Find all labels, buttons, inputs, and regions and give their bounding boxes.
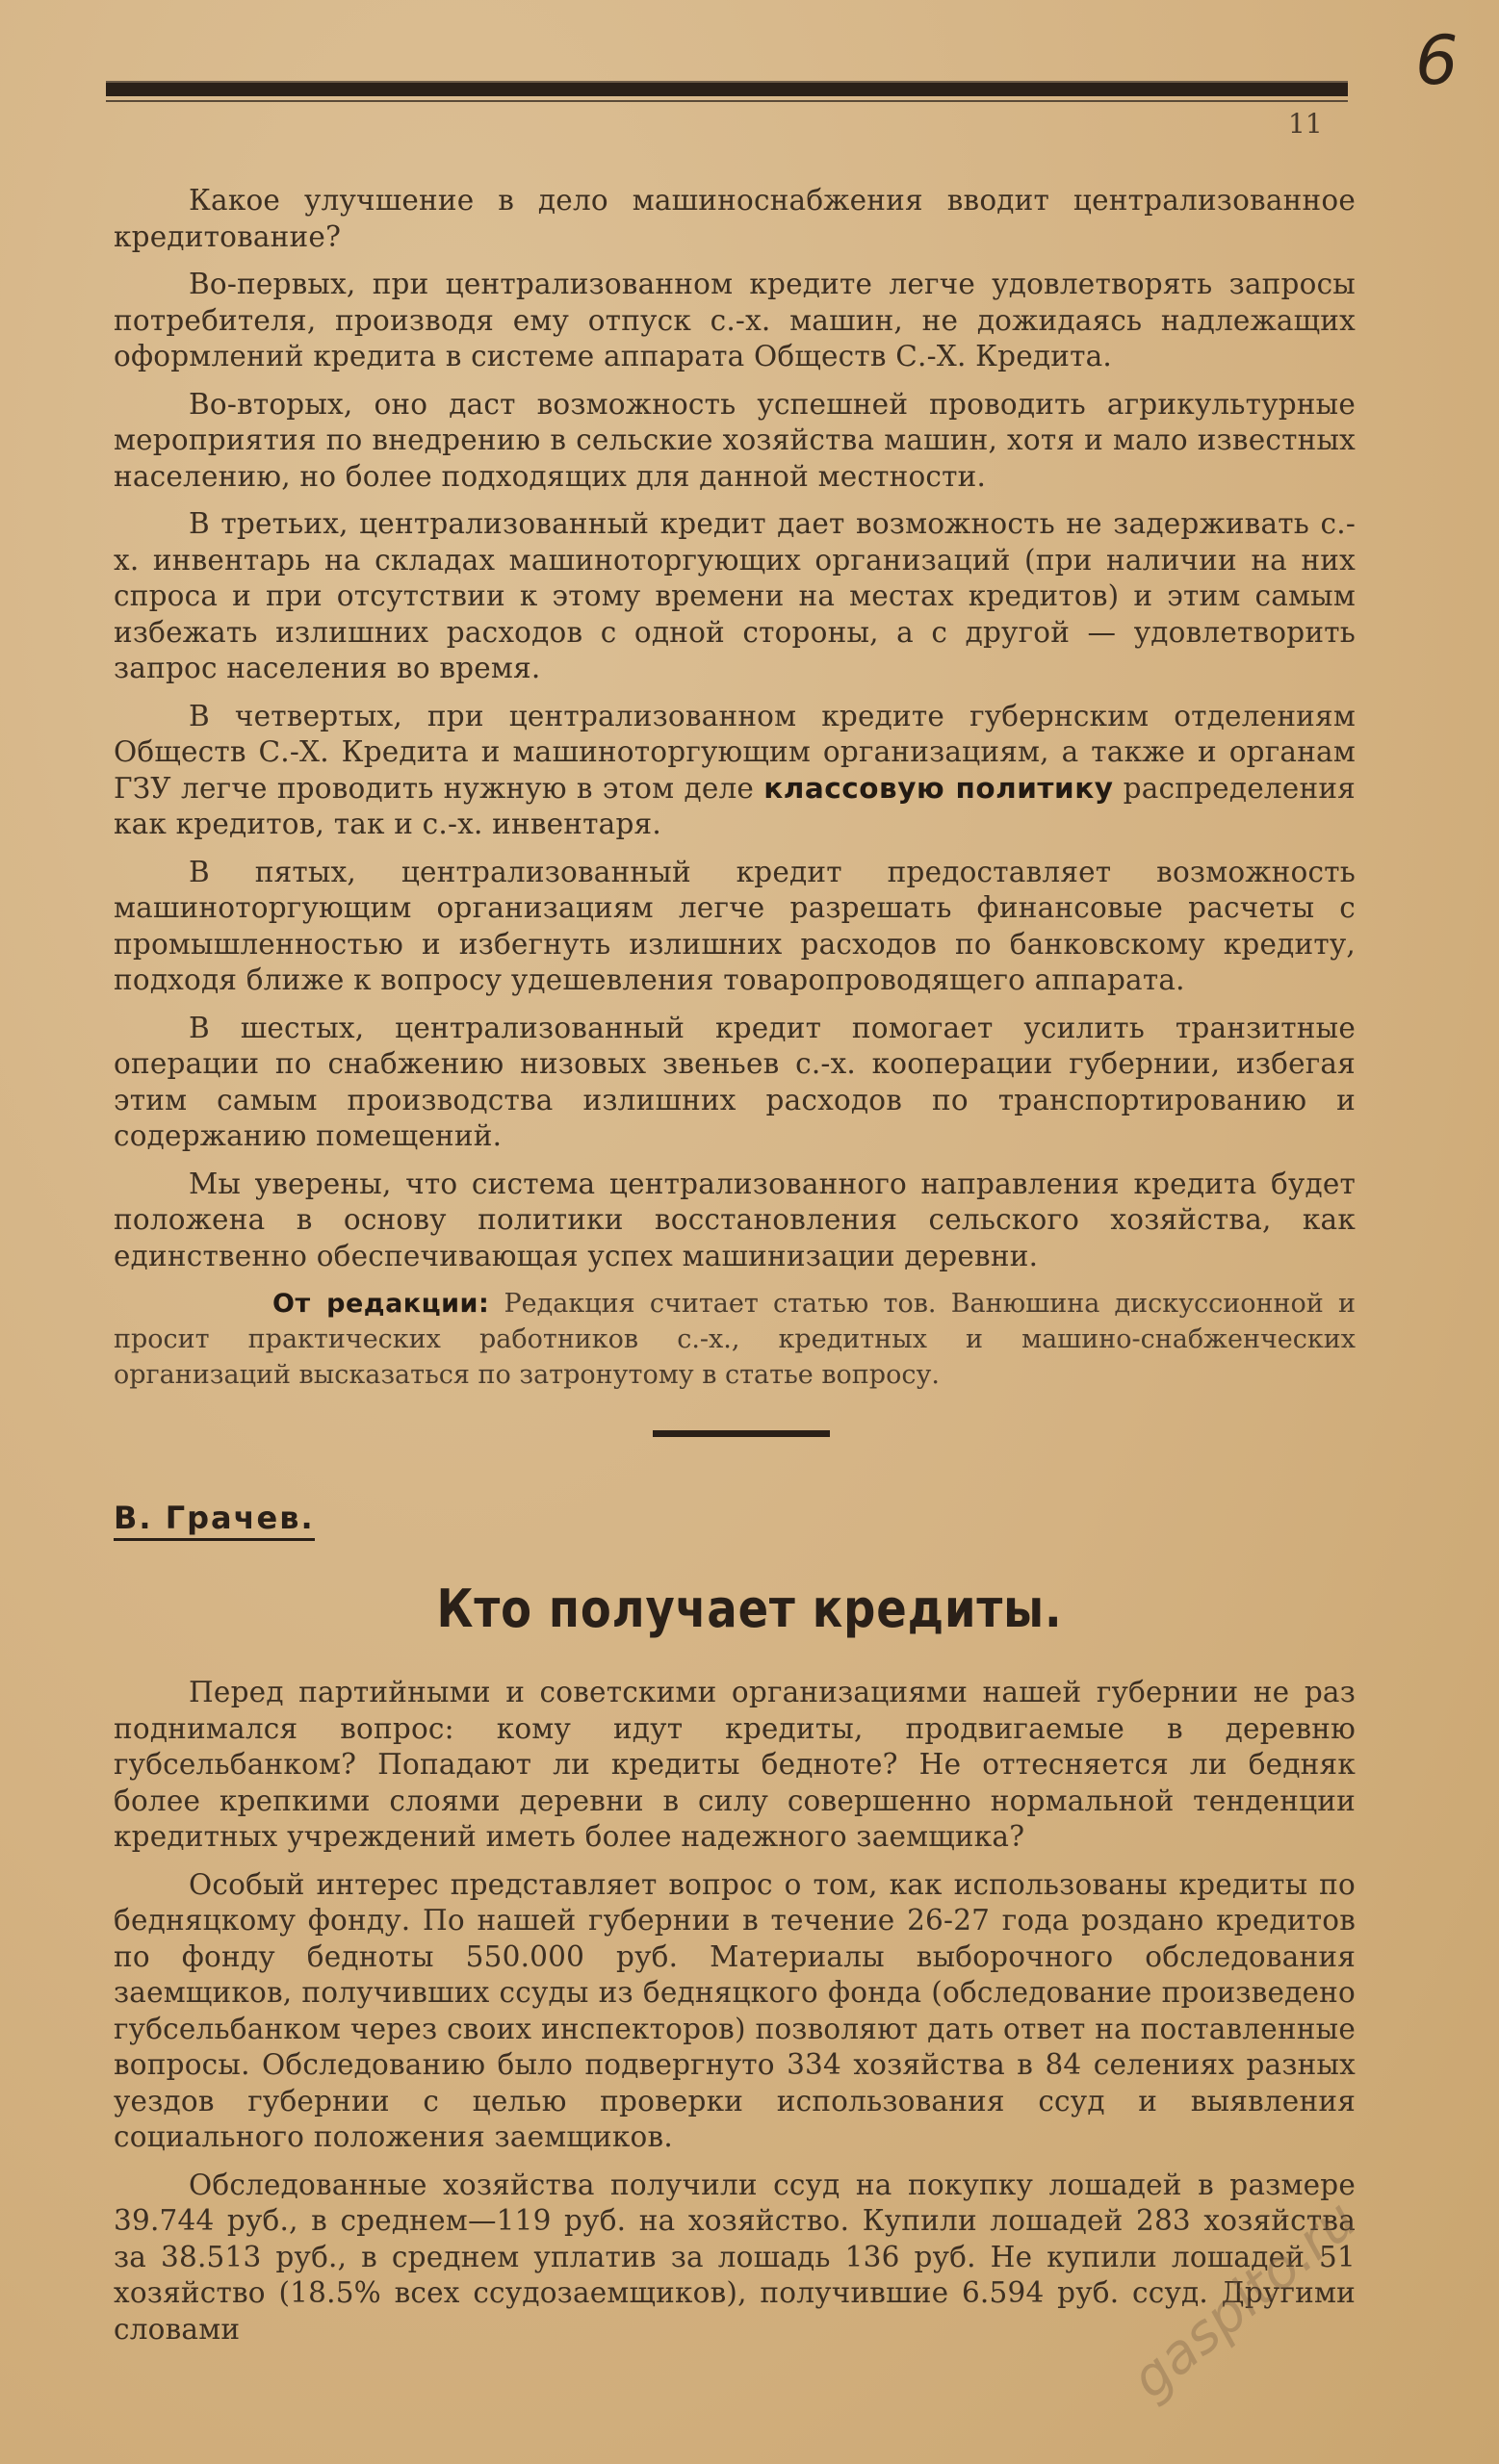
editor-note-text: Редакция считает статью тов. Ванюшина дискуссионной и просит практических работников с.-х., кредитных и машино-снабженческих организаций высказаться по затронутому в статье вопросу.: [114, 1289, 1356, 1390]
article-2-paragraph: Особый интерес представляет вопрос о том, как использованы кредиты по бедняцкому фонду. По нашей губернии в течение 26-27 года роздано кредитов по фонду бедноты 550.000 руб. Материалы выборочного обследования заемщиков, получивших ссуды из бедняцкого фонда (обследование произведено губсельбанком через своих инспекторов) позволяют дать ответ на поставленные вопросы. Обследованию было подвергнуто 334 хозяйства в 84 селениях разных уездов губернии с целью проверки использования ссуд и выявления социального положения заемщиков.: [114, 1867, 1356, 2153]
article-1-paragraph: В пятых, централизованный кредит предоставляет возможность машиноторгующим организациям легче разрешать финансовые расчеты с промышленностью и избегнуть излишних расходов по банковскому кредиту, подходя ближе к вопросу удешевления товаропроводящего аппарата.: [114, 855, 1356, 996]
article-1-body: [114, 183, 1356, 1393]
article-2-paragraph: Обследованные хозяйства получили ссуд на покупку лошадей в размере 39.744 руб., в среднем—119 руб. на хозяйство. Купили лошадей 283 хозяйства за 38.513 руб., в среднем уплатив за лошадь 136 руб. Не купили лошадей 51 хозяйство (18.5% всех ссудозаемщиков), получившие 6.594 руб. ссуд. Другими словами: [114, 2168, 1356, 2346]
editor-note: [114, 1286, 1356, 1393]
article-1-paragraph: Во-первых, при централизованном кредите легче удовлетворять запросы потребителя, производя ему отпуск с.-х. машин, не дожидаясь надлежащих оформлений кредита в системе аппарата Обществ С.-Х. Кредита.: [114, 268, 1356, 372]
article-1-paragraph: Во-вторых, оно даст возможность успешней проводить агрикультурные мероприятия по внедрению в сельские хозяйства машин, хотя и мало известных населению, но более подходящих для данной местности.: [114, 387, 1356, 493]
article-2-paragraph: Перед партийными и советскими организациями нашей губернии не раз поднимался вопрос: кому идут кредиты, продвигаемые в деревню губсельбанком? Попадают ли кредиты бедноте? Не оттесняется ли бедняк более крепкими слоями деревни в силу совершенно нормальной тенденции кредитных учреждений иметь более надежного заемщика?: [114, 1676, 1356, 1853]
article-1-paragraph-fourth: [114, 699, 1356, 843]
article-2-body: [114, 1675, 1356, 2359]
page-number: 11: [1288, 108, 1323, 140]
article-1-paragraph: В третьих, централизованный кредит дает возможность не задерживать с.-х. инвентарь на складах машиноторгующих организаций (при наличии на них спроса и при отсутствии к этому времени на местах кредитов) и этим самым избежать излишних расходов с одной стороны, а с другой — удовлетворить запрос населения во время.: [114, 507, 1356, 684]
article-1-paragraph: Какое улучшение в дело машиноснабжения вводит централизованное кредитование?: [114, 184, 1356, 253]
emphasis-text: классовую политику: [763, 771, 1114, 805]
section-divider: [653, 1430, 830, 1437]
site-watermark: gaspito.ru: [1120, 2188, 1369, 2411]
header-rule-thin: [106, 100, 1348, 102]
editor-note-label: От редакции:: [272, 1289, 490, 1319]
text-run: В четвертых, при централизованном кредите губернским отделениям Обществ С.-Х. Кредита и машиноторгующим организациям, а также и органам ГЗУ легче проводить нужную в этом деле: [114, 699, 1356, 805]
handwritten-page-mark: 6: [1415, 21, 1459, 100]
text-run: распределения как кредитов, так и с.-х. инвентаря.: [114, 771, 1356, 840]
article-2-author: В. Грачев.: [114, 1500, 315, 1541]
article-1-paragraph: В шестых, централизованный кредит помогает усилить транзитные операции по снабжению низовых звеньев с.-х. кооперации губернии, избегая этим самым производства излишних расходов по транспортированию и содержанию помещений.: [114, 1011, 1356, 1152]
article-1-paragraph: Мы уверены, что система централизованного направления кредита будет положена в основу политики восстановления сельского хозяйства, как единственно обеспечивающая успех машинизации деревни.: [114, 1167, 1356, 1272]
header-rule: [106, 81, 1348, 96]
article-2-title: Кто получает кредиты.: [436, 1578, 1063, 1639]
